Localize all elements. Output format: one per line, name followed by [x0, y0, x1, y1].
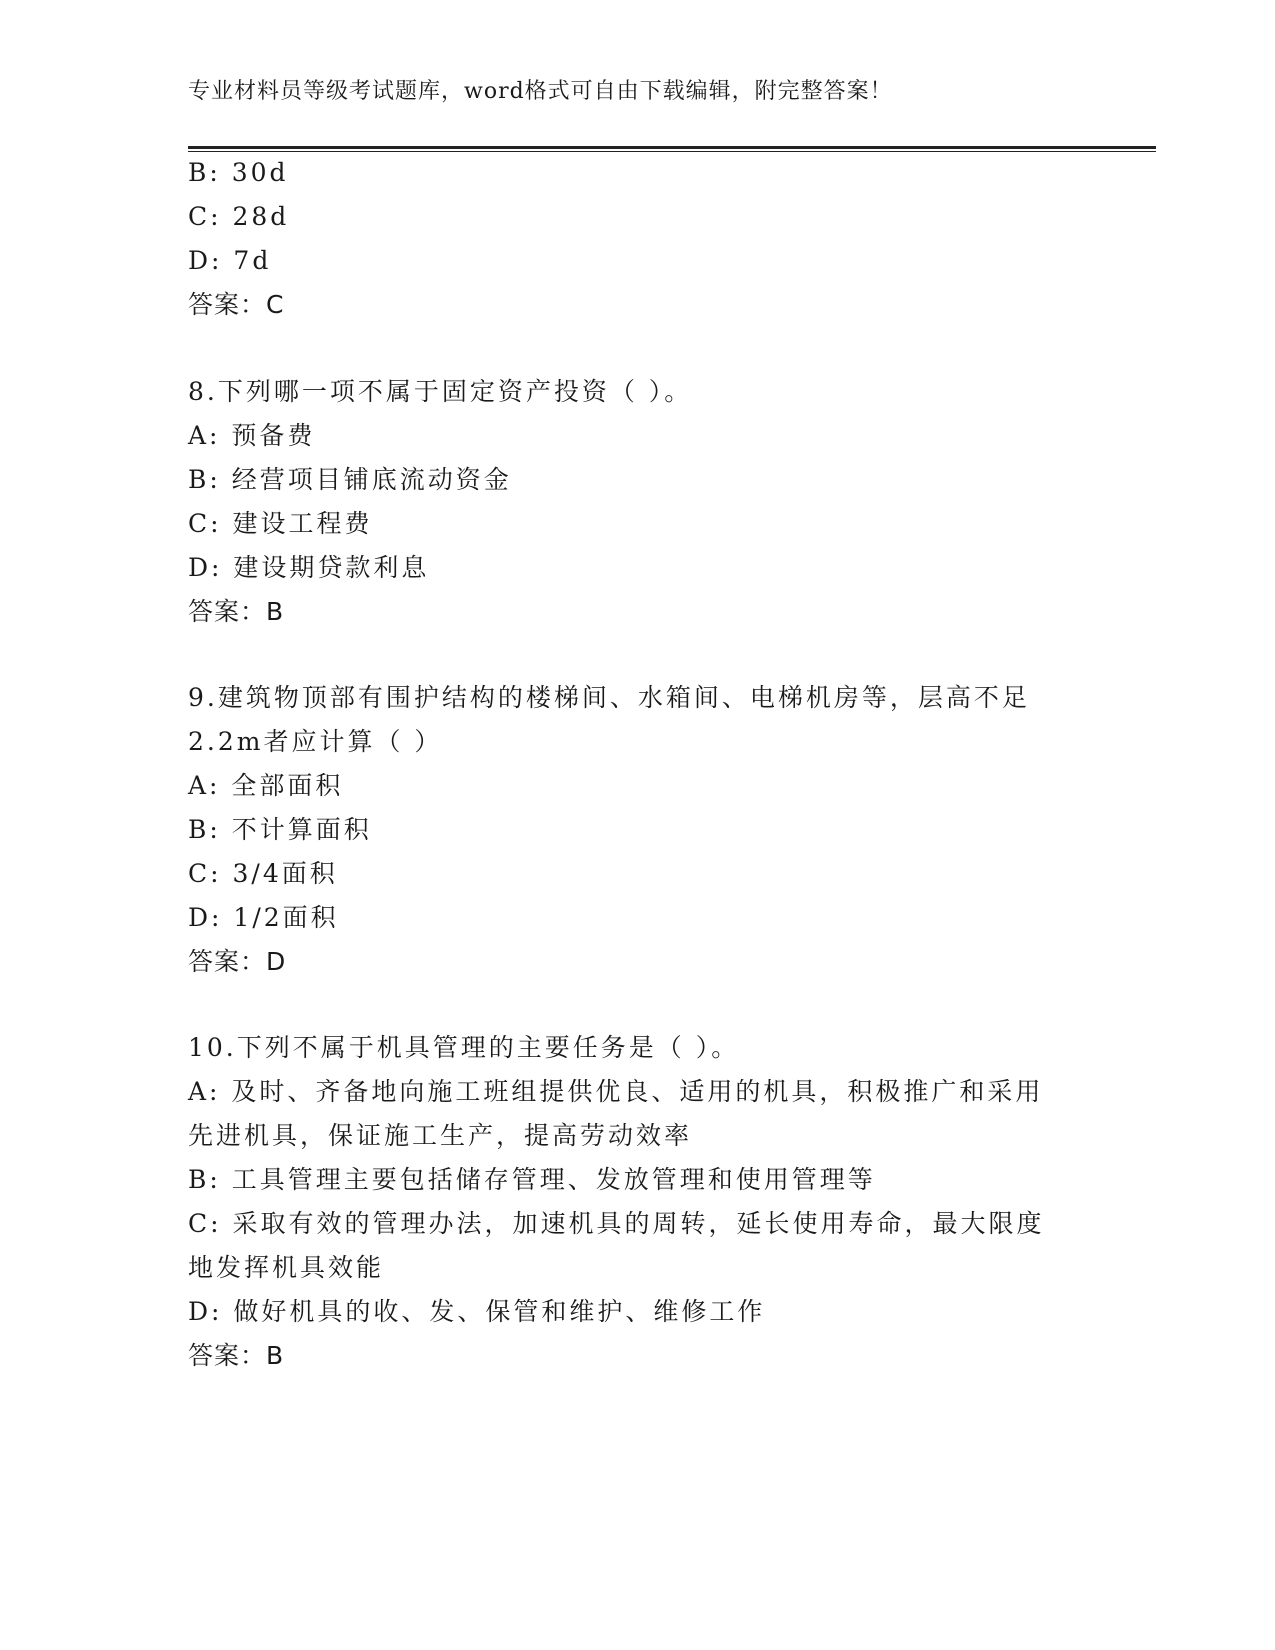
prev-answer: 答案：C	[188, 290, 285, 319]
question-10-option-c-line-2: 地发挥机具效能	[188, 1253, 385, 1282]
question-8-option-a: A: 预备费	[188, 421, 316, 450]
prev-option-c: C: 28d	[188, 202, 290, 231]
question-9-text-line-1: 9.建筑物顶部有围护结构的楼梯间、水箱间、电梯机房等，层高不足	[188, 683, 1030, 712]
page-header: 专业材料员等级考试题库，word格式可自由下载编辑，附完整答案！	[188, 79, 893, 104]
question-10-option-b: B: 工具管理主要包括储存管理、发放管理和使用管理等	[188, 1165, 876, 1194]
prev-option-d: D: 7d	[188, 246, 272, 275]
question-10-option-d: D: 做好机具的收、发、保管和维护、维修工作	[188, 1297, 766, 1326]
question-10-option-a-line-2: 先进机具，保证施工生产，提高劳动效率	[188, 1121, 693, 1150]
question-9-answer: 答案：D	[188, 947, 287, 976]
question-8-answer: 答案：B	[188, 597, 285, 626]
question-9-option-d: D: 1/2面积	[188, 903, 339, 932]
question-9-option-b: B: 不计算面积	[188, 815, 372, 844]
prev-option-b: B: 30d	[188, 158, 289, 187]
question-10-option-c-line-1: C: 采取有效的管理办法，加速机具的周转，延长使用寿命，最大限度	[188, 1209, 1045, 1238]
question-10-answer: 答案：B	[188, 1341, 285, 1370]
question-10-option-a-line-1: A: 及时、齐备地向施工班组提供优良、适用的机具，积极推广和采用	[188, 1077, 1044, 1106]
question-9-option-c: C: 3/4面积	[188, 859, 338, 888]
question-10-text: 10.下列不属于机具管理的主要任务是（ ）。	[188, 1033, 740, 1062]
question-8-option-c: C: 建设工程费	[188, 509, 373, 538]
question-9-option-a: A: 全部面积	[188, 771, 344, 800]
question-8-option-d: D: 建设期贷款利息	[188, 553, 430, 582]
question-8-option-b: B: 经营项目铺底流动资金	[188, 465, 512, 494]
header-divider	[188, 146, 1156, 152]
question-8-text: 8.下列哪一项不属于固定资产投资（ ）。	[188, 377, 693, 406]
question-9-text-line-2: 2.2m者应计算（ ）	[188, 727, 443, 756]
